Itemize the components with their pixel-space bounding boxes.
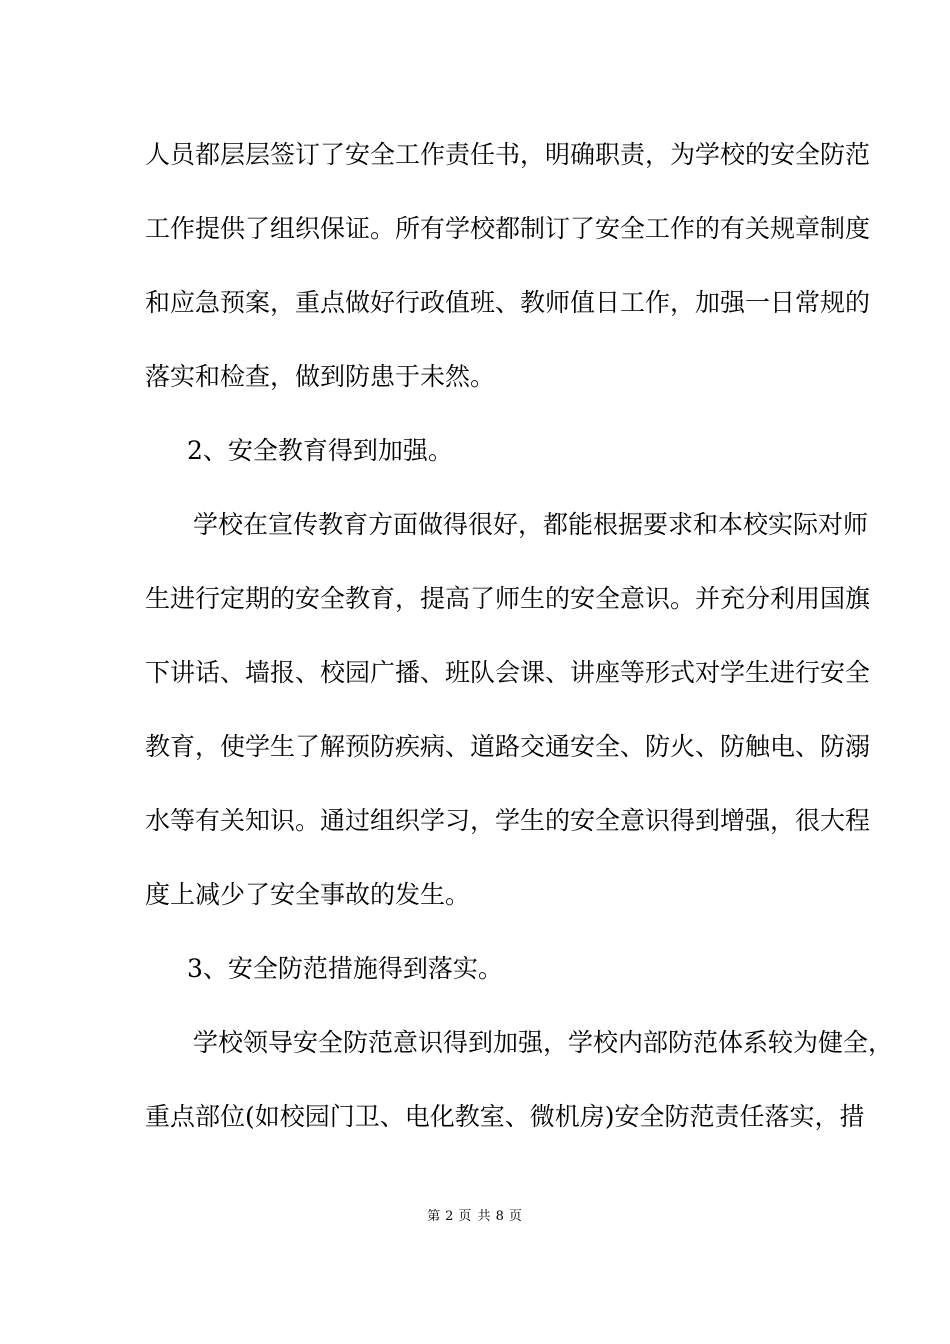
footer-suffix: 页	[508, 1209, 523, 1224]
text-line: 学校领导安全防范意识得到加强，学校内部防范体系较为健全，	[193, 1028, 894, 1057]
text-line: 水等有关知识。通过组织学习，学生的安全意识得到增强，很大程	[145, 806, 871, 835]
page-footer	[0, 1209, 950, 1225]
text-line: 下讲话、墙报、校园广播、班队会课、讲座等形式对学生进行安全	[145, 658, 871, 687]
section-heading: 3、安全防范措施得到落实。	[187, 954, 503, 983]
text-line: 工作提供了组织保证。所有学校都制订了安全工作的有关规章制度	[145, 214, 871, 243]
text-line: 教育，使学生了解预防疾病、道路交通安全、防火、防触电、防溺	[145, 732, 871, 761]
footer-middle: 页 共	[458, 1209, 492, 1224]
footer-total-pages: 8	[495, 1209, 505, 1224]
footer-current-page: 2	[445, 1209, 455, 1224]
text-line: 和应急预案，重点做好行政值班、教师值日工作，加强一日常规的	[145, 288, 871, 317]
text-line: 度上减少了安全事故的发生。	[145, 880, 471, 909]
text-line: 重点部位(如校园门卫、电化教室、微机房)安全防范责任落实，措	[145, 1102, 865, 1131]
text-line: 人员都层层签订了安全工作责任书，明确职责，为学校的安全防范	[145, 140, 871, 169]
text-line: 落实和检查，做到防患于未然。	[145, 362, 496, 391]
footer-prefix: 第	[427, 1209, 442, 1224]
text-line: 生进行定期的安全教育，提高了师生的安全意识。并充分利用国旗	[145, 584, 871, 613]
text-line: 学校在宣传教育方面做得很好，都能根据要求和本校实际对师	[193, 510, 869, 539]
section-heading: 2、安全教育得到加强。	[187, 436, 453, 465]
